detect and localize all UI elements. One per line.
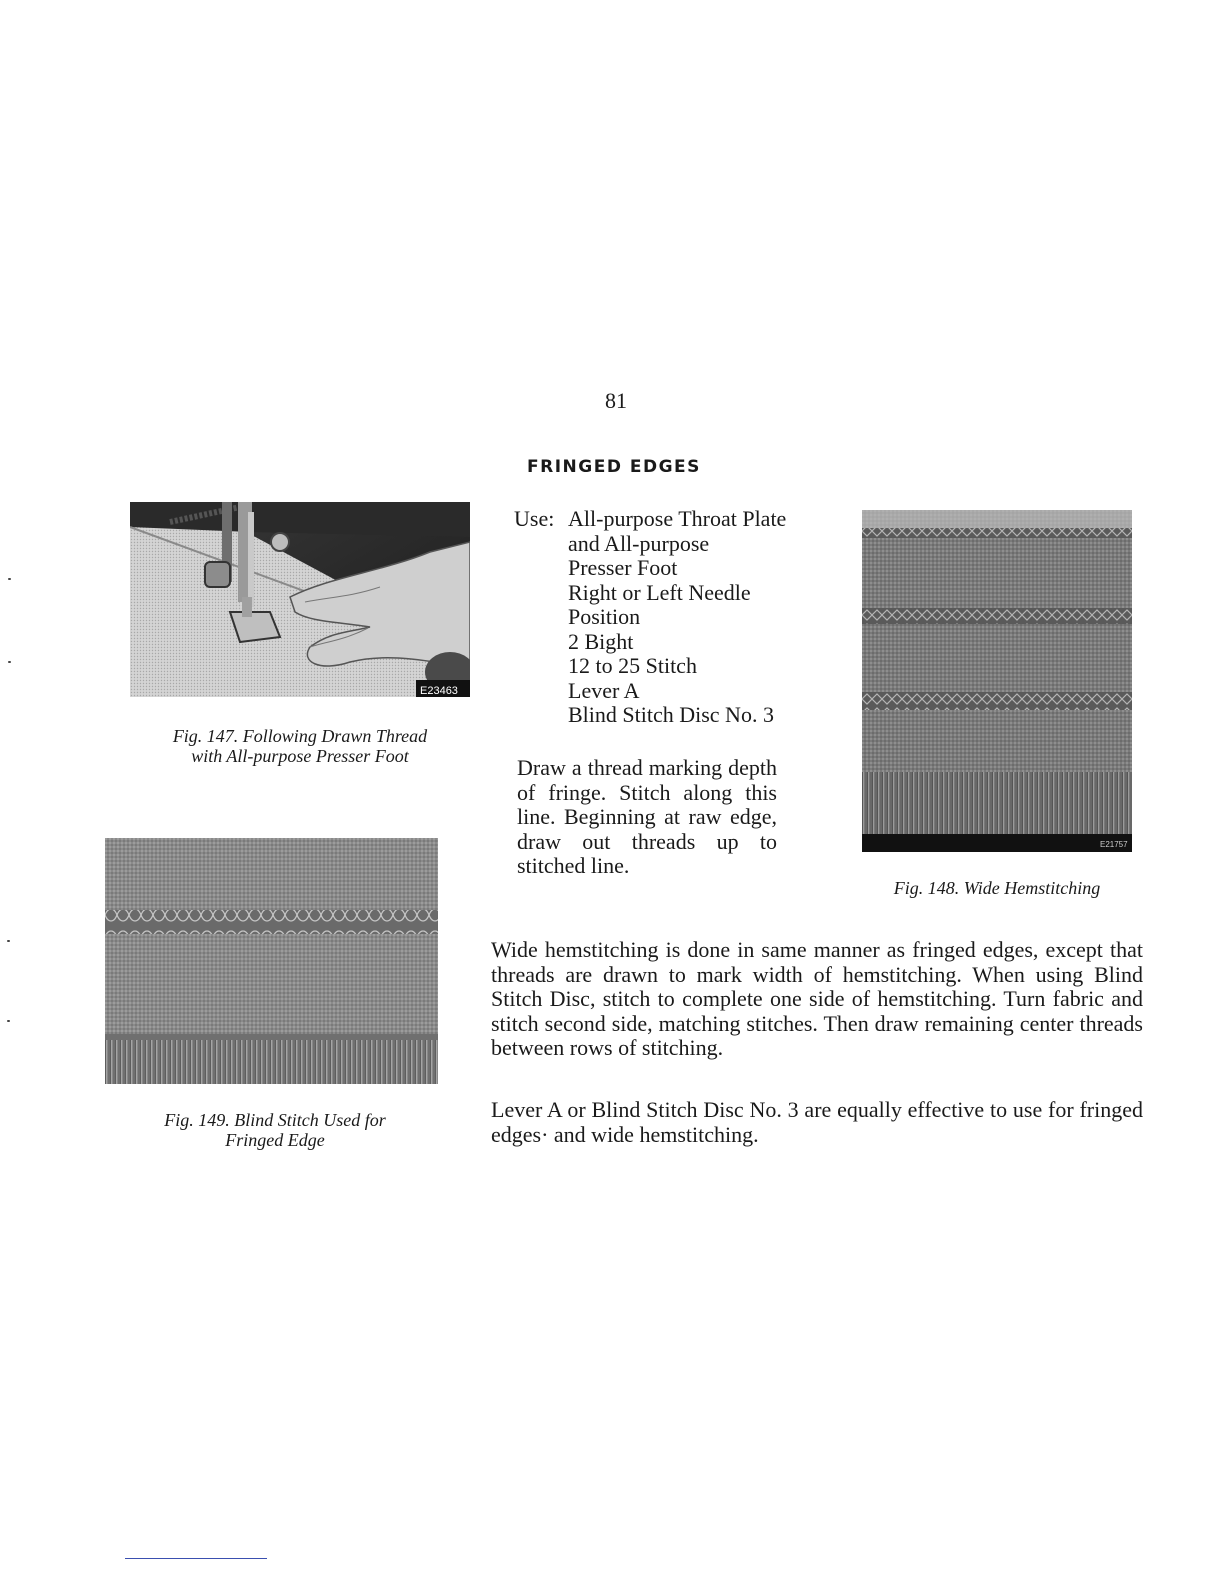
use-item: Position xyxy=(568,604,641,629)
wide-hemstitching-paragraph: Wide hemstitching is done in same manner as fringed edges, except that threads are drawn to mark width of hemstitching. When using Blind Stitch Disc, stitch to complete one side of hemstitching. Turn fabric and stitch second side, matching stitches. Then draw remaining center threads between rows of stitching. xyxy=(491,937,1143,1060)
page-number: 81 xyxy=(605,388,627,413)
figure-147-photo xyxy=(130,502,470,697)
use-label: Use: xyxy=(514,506,555,531)
footnote-rule xyxy=(125,1558,267,1559)
scan-speck xyxy=(7,1020,10,1022)
lever-note-paragraph: Lever A or Blind Stitch Disc No. 3 are equally effective to use for fringed edges· and wide hemstitching. xyxy=(491,1097,1143,1147)
scan-speck xyxy=(8,661,11,663)
figure-149-photo xyxy=(105,838,438,1084)
figure-147-caption-line2: with All-purpose Presser Foot xyxy=(191,746,409,766)
figure-147-caption-line1: Fig. 147. Following Drawn Thread xyxy=(172,726,428,746)
use-item: and All-purpose xyxy=(568,530,710,556)
section-heading: FRINGED EDGES xyxy=(527,457,701,477)
use-item: Presser Foot xyxy=(568,555,678,580)
figure-149-caption xyxy=(105,1110,445,1150)
scan-speck xyxy=(7,940,10,942)
use-item: 12 to 25 Stitch xyxy=(568,653,697,678)
figure-149-caption-line2: Fringed Edge xyxy=(225,1130,325,1150)
scan-speck xyxy=(8,578,11,580)
figure-148-code: E21757 xyxy=(1100,840,1128,849)
use-item: Right or Left Needle xyxy=(568,579,751,605)
use-item: Blind Stitch Disc No. 3 xyxy=(568,702,774,727)
figure-149-caption-line1: Fig. 149. Blind Stitch Used for xyxy=(164,1110,386,1130)
figure-148-photo xyxy=(862,510,1132,852)
figure-148-caption: Fig. 148. Wide Hemstitching xyxy=(893,878,1101,898)
use-list xyxy=(568,507,786,728)
use-item: All-purpose Throat Plate xyxy=(568,506,787,531)
use-item: Lever A xyxy=(568,677,640,703)
figure-147-code: E23463 xyxy=(420,685,458,697)
figure-147-caption xyxy=(130,726,470,766)
use-item: 2 Bight xyxy=(568,628,634,654)
draw-thread-paragraph: Draw a thread marking depth of fringe. Stitch along this line. Beginning at raw edge, draw out threads up to stitched line. xyxy=(517,755,777,878)
